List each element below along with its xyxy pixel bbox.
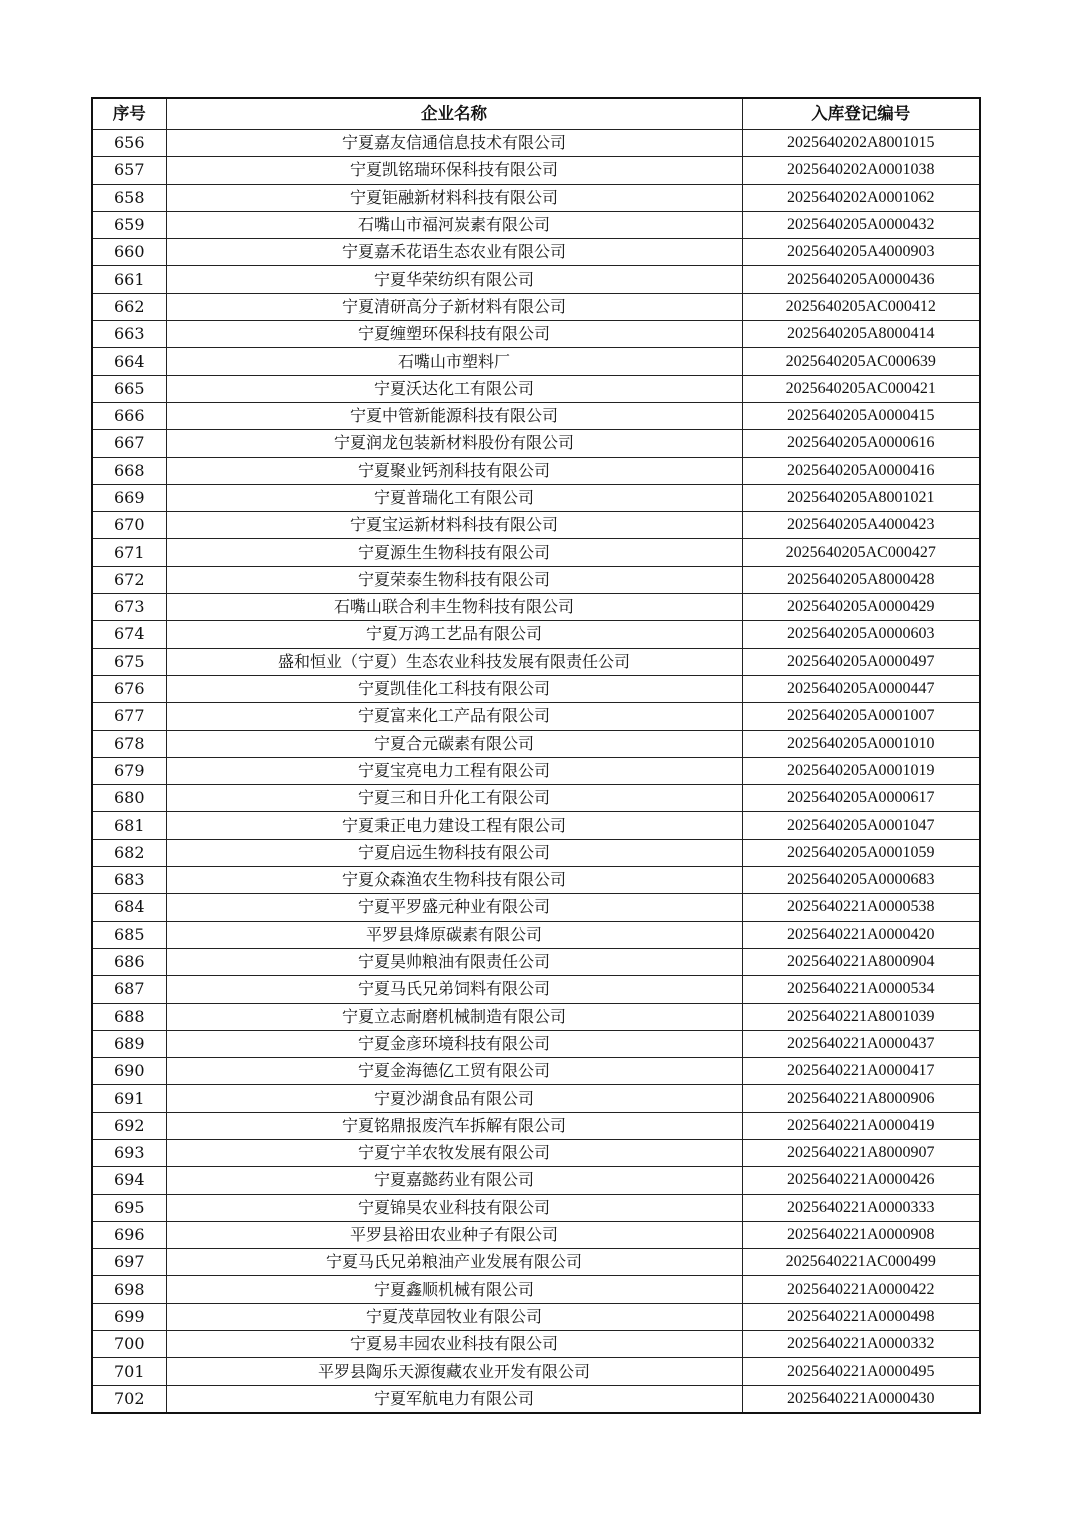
row-index: 699 [92,1303,166,1330]
row-enterprise-name: 石嘴山市福河炭素有限公司 [166,211,742,238]
row-enterprise-name: 宁夏铭鼎报废汽车拆解有限公司 [166,1112,742,1139]
table-row [92,402,980,429]
table-row [92,457,980,484]
table-row [92,1249,980,1276]
row-enterprise-name: 宁夏嘉懿药业有限公司 [166,1167,742,1194]
row-enterprise-name: 宁夏鑫顺机械有限公司 [166,1276,742,1303]
row-registration-code: 2025640221A0000332 [742,1331,980,1358]
row-registration-code: 2025640205A0001019 [742,757,980,784]
row-enterprise-name: 宁夏沃达化工有限公司 [166,375,742,402]
row-enterprise-name: 宁夏易丰园农业科技有限公司 [166,1331,742,1358]
table-row [92,785,980,812]
row-registration-code: 2025640221A0000908 [742,1221,980,1248]
row-registration-code: 2025640205A0001007 [742,703,980,730]
row-index: 671 [92,539,166,566]
row-registration-code: 2025640205AC000427 [742,539,980,566]
row-enterprise-name: 宁夏宝运新材料科技有限公司 [166,512,742,539]
row-index: 679 [92,757,166,784]
row-enterprise-name: 宁夏中管新能源科技有限公司 [166,402,742,429]
table-row [92,1058,980,1085]
row-registration-code: 2025640221A0000495 [742,1358,980,1385]
table-row [92,239,980,266]
row-registration-code: 2025640205A0000616 [742,430,980,457]
row-enterprise-name: 宁夏沙湖食品有限公司 [166,1085,742,1112]
row-registration-code: 2025640205A0001059 [742,839,980,866]
row-index: 676 [92,675,166,702]
row-enterprise-name: 平罗县烽原碳素有限公司 [166,921,742,948]
table-row [92,839,980,866]
row-index: 656 [92,130,166,157]
row-registration-code: 2025640202A8001015 [742,130,980,157]
row-registration-code: 2025640205A0000447 [742,675,980,702]
row-registration-code: 2025640221A8000907 [742,1139,980,1166]
row-index: 682 [92,839,166,866]
row-enterprise-name: 宁夏三和日升化工有限公司 [166,785,742,812]
row-registration-code: 2025640221A0000417 [742,1058,980,1085]
row-enterprise-name: 宁夏凯铭瑞环保科技有限公司 [166,157,742,184]
row-index: 695 [92,1194,166,1221]
row-registration-code: 2025640205A0001010 [742,730,980,757]
table-row [92,293,980,320]
table-row [92,566,980,593]
row-registration-code: 2025640221A0000333 [742,1194,980,1221]
row-registration-code: 2025640205A0000429 [742,594,980,621]
row-index: 674 [92,621,166,648]
row-registration-code: 2025640205A0000497 [742,648,980,675]
row-index: 702 [92,1385,166,1413]
row-index: 665 [92,375,166,402]
row-registration-code: 2025640205A0001047 [742,812,980,839]
row-index: 673 [92,594,166,621]
row-index: 662 [92,293,166,320]
row-index: 688 [92,1003,166,1030]
row-index: 657 [92,157,166,184]
table-row [92,1358,980,1385]
row-registration-code: 2025640221A0000430 [742,1385,980,1413]
row-registration-code: 2025640205A0000436 [742,266,980,293]
row-enterprise-name: 宁夏立志耐磨机械制造有限公司 [166,1003,742,1030]
row-enterprise-name: 宁夏嘉禾花语生态农业有限公司 [166,239,742,266]
row-registration-code: 2025640221A0000534 [742,976,980,1003]
table-row [92,1085,980,1112]
row-index: 669 [92,484,166,511]
row-registration-code: 2025640202A0001038 [742,157,980,184]
row-registration-code: 2025640221A8001039 [742,1003,980,1030]
table-row [92,321,980,348]
table-row [92,757,980,784]
row-index: 692 [92,1112,166,1139]
row-registration-code: 2025640221A0000426 [742,1167,980,1194]
row-index: 660 [92,239,166,266]
row-index: 663 [92,321,166,348]
row-index: 690 [92,1058,166,1085]
row-enterprise-name: 平罗县陶乐天源復藏农业开发有限公司 [166,1358,742,1385]
row-enterprise-name: 宁夏平罗盛元种业有限公司 [166,894,742,921]
table-row [92,867,980,894]
row-enterprise-name: 宁夏军航电力有限公司 [166,1385,742,1413]
row-enterprise-name: 宁夏金彦环境科技有限公司 [166,1030,742,1057]
row-index: 686 [92,948,166,975]
table-header-row [92,98,980,130]
row-registration-code: 2025640205A0000416 [742,457,980,484]
row-index: 693 [92,1139,166,1166]
header-enterprise-name: 企业名称 [166,98,742,130]
table-row [92,1003,980,1030]
row-index: 658 [92,184,166,211]
table-row [92,348,980,375]
table-row [92,594,980,621]
table-row [92,1139,980,1166]
table-row [92,621,980,648]
row-index: 700 [92,1331,166,1358]
table-row [92,976,980,1003]
row-registration-code: 2025640205A4000423 [742,512,980,539]
row-index: 696 [92,1221,166,1248]
table-row [92,730,980,757]
row-enterprise-name: 宁夏钜融新材料科技有限公司 [166,184,742,211]
row-enterprise-name: 平罗县裕田农业种子有限公司 [166,1221,742,1248]
row-registration-code: 2025640221A0000420 [742,921,980,948]
row-registration-code: 2025640205AC000639 [742,348,980,375]
row-index: 667 [92,430,166,457]
row-registration-code: 2025640221A8000906 [742,1085,980,1112]
row-enterprise-name: 宁夏茂草园牧业有限公司 [166,1303,742,1330]
row-enterprise-name: 宁夏普瑞化工有限公司 [166,484,742,511]
row-index: 689 [92,1030,166,1057]
row-index: 659 [92,211,166,238]
row-index: 691 [92,1085,166,1112]
table-body [92,130,980,1413]
header-index: 序号 [92,98,166,130]
row-enterprise-name: 宁夏锦昊农业科技有限公司 [166,1194,742,1221]
row-registration-code: 2025640202A0001062 [742,184,980,211]
row-registration-code: 2025640205A0000603 [742,621,980,648]
row-enterprise-name: 宁夏嘉友信通信息技术有限公司 [166,130,742,157]
row-registration-code: 2025640205A4000903 [742,239,980,266]
table-row [92,1112,980,1139]
row-enterprise-name: 宁夏金海德亿工贸有限公司 [166,1058,742,1085]
row-enterprise-name: 盛和恒业（宁夏）生态农业科技发展有限责任公司 [166,648,742,675]
row-registration-code: 2025640205A0000432 [742,211,980,238]
row-registration-code: 2025640205A8001021 [742,484,980,511]
table-row [92,1221,980,1248]
row-registration-code: 2025640221A0000498 [742,1303,980,1330]
row-enterprise-name: 宁夏启远生物科技有限公司 [166,839,742,866]
row-index: 697 [92,1249,166,1276]
row-index: 675 [92,648,166,675]
table-row [92,703,980,730]
table-row [92,266,980,293]
row-index: 683 [92,867,166,894]
row-index: 677 [92,703,166,730]
table-row [92,375,980,402]
table-row [92,948,980,975]
table-row [92,1331,980,1358]
row-enterprise-name: 宁夏荣泰生物科技有限公司 [166,566,742,593]
table-row [92,512,980,539]
table-row [92,894,980,921]
row-index: 681 [92,812,166,839]
row-index: 672 [92,566,166,593]
row-index: 666 [92,402,166,429]
row-registration-code: 2025640221A0000538 [742,894,980,921]
table-row [92,130,980,157]
row-enterprise-name: 宁夏万鸿工艺品有限公司 [166,621,742,648]
table-row [92,1030,980,1057]
table-row [92,184,980,211]
row-index: 668 [92,457,166,484]
row-index: 664 [92,348,166,375]
row-index: 661 [92,266,166,293]
row-enterprise-name: 石嘴山市塑料厂 [166,348,742,375]
row-registration-code: 2025640205AC000412 [742,293,980,320]
table-row [92,648,980,675]
table-row [92,921,980,948]
row-registration-code: 2025640221A8000904 [742,948,980,975]
row-registration-code: 2025640205AC000421 [742,375,980,402]
table-row [92,539,980,566]
row-enterprise-name: 宁夏缠塑环保科技有限公司 [166,321,742,348]
row-index: 698 [92,1276,166,1303]
row-enterprise-name: 宁夏凯佳化工科技有限公司 [166,675,742,702]
row-enterprise-name: 宁夏聚业钙剂科技有限公司 [166,457,742,484]
row-enterprise-name: 宁夏源生生物科技有限公司 [166,539,742,566]
row-registration-code: 2025640205A0000683 [742,867,980,894]
row-enterprise-name: 宁夏马氏兄弟饲料有限公司 [166,976,742,1003]
table-row [92,1385,980,1413]
row-enterprise-name: 宁夏宝亮电力工程有限公司 [166,757,742,784]
row-index: 687 [92,976,166,1003]
table-row [92,1167,980,1194]
row-registration-code: 2025640205A8000428 [742,566,980,593]
row-enterprise-name: 宁夏昊帅粮油有限责任公司 [166,948,742,975]
table-row [92,1303,980,1330]
row-index: 680 [92,785,166,812]
row-enterprise-name: 石嘴山联合利丰生物科技有限公司 [166,594,742,621]
table-row [92,211,980,238]
row-enterprise-name: 宁夏众森渔农生物科技有限公司 [166,867,742,894]
row-index: 701 [92,1358,166,1385]
row-index: 694 [92,1167,166,1194]
row-registration-code: 2025640221A0000419 [742,1112,980,1139]
row-registration-code: 2025640205A8000414 [742,321,980,348]
row-registration-code: 2025640205A0000415 [742,402,980,429]
table-row [92,430,980,457]
row-registration-code: 2025640221A0000437 [742,1030,980,1057]
row-enterprise-name: 宁夏润龙包装新材料股份有限公司 [166,430,742,457]
row-registration-code: 2025640221AC000499 [742,1249,980,1276]
row-index: 678 [92,730,166,757]
table-row [92,157,980,184]
table-row [92,1276,980,1303]
row-registration-code: 2025640221A0000422 [742,1276,980,1303]
row-enterprise-name: 宁夏合元碳素有限公司 [166,730,742,757]
row-index: 684 [92,894,166,921]
row-enterprise-name: 宁夏秉正电力建设工程有限公司 [166,812,742,839]
table-row [92,1194,980,1221]
table-row [92,812,980,839]
header-registration-code: 入库登记编号 [742,98,980,130]
row-enterprise-name: 宁夏马氏兄弟粮油产业发展有限公司 [166,1249,742,1276]
row-enterprise-name: 宁夏宁羊农牧发展有限公司 [166,1139,742,1166]
row-index: 670 [92,512,166,539]
table-row [92,675,980,702]
row-enterprise-name: 宁夏华荣纺织有限公司 [166,266,742,293]
row-enterprise-name: 宁夏富来化工产品有限公司 [166,703,742,730]
row-enterprise-name: 宁夏清研高分子新材料有限公司 [166,293,742,320]
table-row [92,484,980,511]
enterprise-registry-table [91,97,981,1414]
row-index: 685 [92,921,166,948]
row-registration-code: 2025640205A0000617 [742,785,980,812]
